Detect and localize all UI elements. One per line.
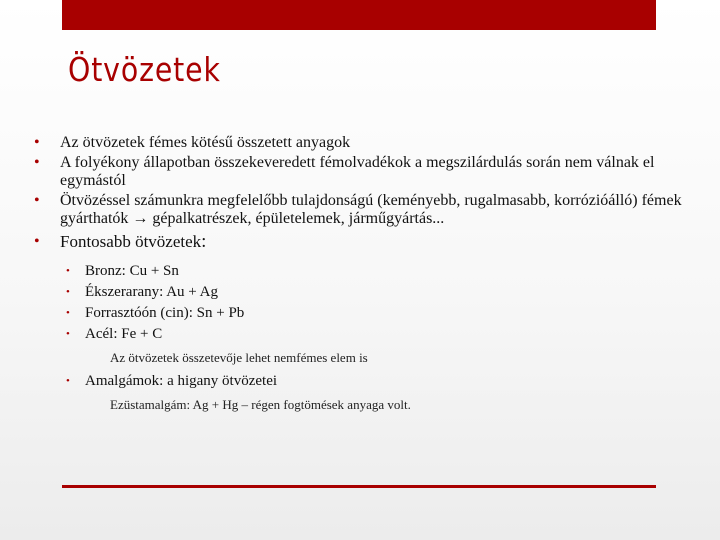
- top-accent-bar: [62, 0, 656, 30]
- bullet-text: A folyékony állapotban összekeveredett fémolvadékok a megszilárdulás során nem válnak el egymástól: [60, 154, 655, 189]
- bullet-text: Ötvözéssel számunkra megfelelőbb tulajdonságú (keményebb, rugalmasabb, korrózióálló) fémek gyárthatók → gépalkatrészek, épületelemek, járműgyártás...: [60, 192, 682, 227]
- sub-bullet-icon: •: [66, 375, 70, 387]
- acel-note: Az ötvözetek összetevője lehet nemfémes elem is: [110, 350, 368, 365]
- bullet-icon: •: [34, 192, 40, 209]
- sub-bullet-icon: •: [66, 265, 70, 277]
- sub-bullet-text: Acél: Fe + C: [85, 326, 163, 342]
- slide-title: Ötvözetek: [68, 50, 221, 89]
- sub-bullet-text: Amalgámok: a higany ötvözetei: [85, 373, 278, 389]
- bullet-icon: •: [34, 154, 40, 171]
- bullet-text: Fontosabb ötvözetek: [60, 232, 202, 251]
- sub-bullet-item: [34, 324, 684, 345]
- sub-bullet-item: [34, 282, 684, 303]
- sub-bullet-text: Ékszerarany: Au + Ag: [85, 284, 219, 300]
- sub-bullet-icon: •: [66, 307, 70, 319]
- bullet-icon: •: [34, 134, 40, 151]
- sub-bullet-icon: •: [66, 286, 70, 298]
- sub-bullet-item: [34, 371, 684, 392]
- sub-bullet-text: Bronz: Cu + Sn: [85, 263, 179, 279]
- bottom-rule: [62, 485, 656, 488]
- bullet-item: [34, 192, 684, 228]
- bullet-item: [34, 154, 684, 190]
- sub-bullet-icon: •: [66, 328, 70, 340]
- sub-bullet-item: [34, 261, 684, 282]
- bullet-item: [34, 134, 684, 152]
- bullet-icon: •: [34, 233, 40, 250]
- sub-bullet-text: Forrasztóón (cin): Sn + Pb: [85, 305, 245, 321]
- bullet-colon: :: [201, 231, 207, 252]
- bullet-item-fontosabb: [34, 233, 684, 251]
- bullet-text: Az ötvözetek fémes kötésű összetett anyagok: [60, 134, 351, 151]
- sub-bullet-item: [34, 303, 684, 324]
- slide-content: [34, 134, 684, 418]
- amalgam-note: Ezüstamalgám: Ag + Hg – régen fogtömések anyaga volt.: [110, 397, 411, 412]
